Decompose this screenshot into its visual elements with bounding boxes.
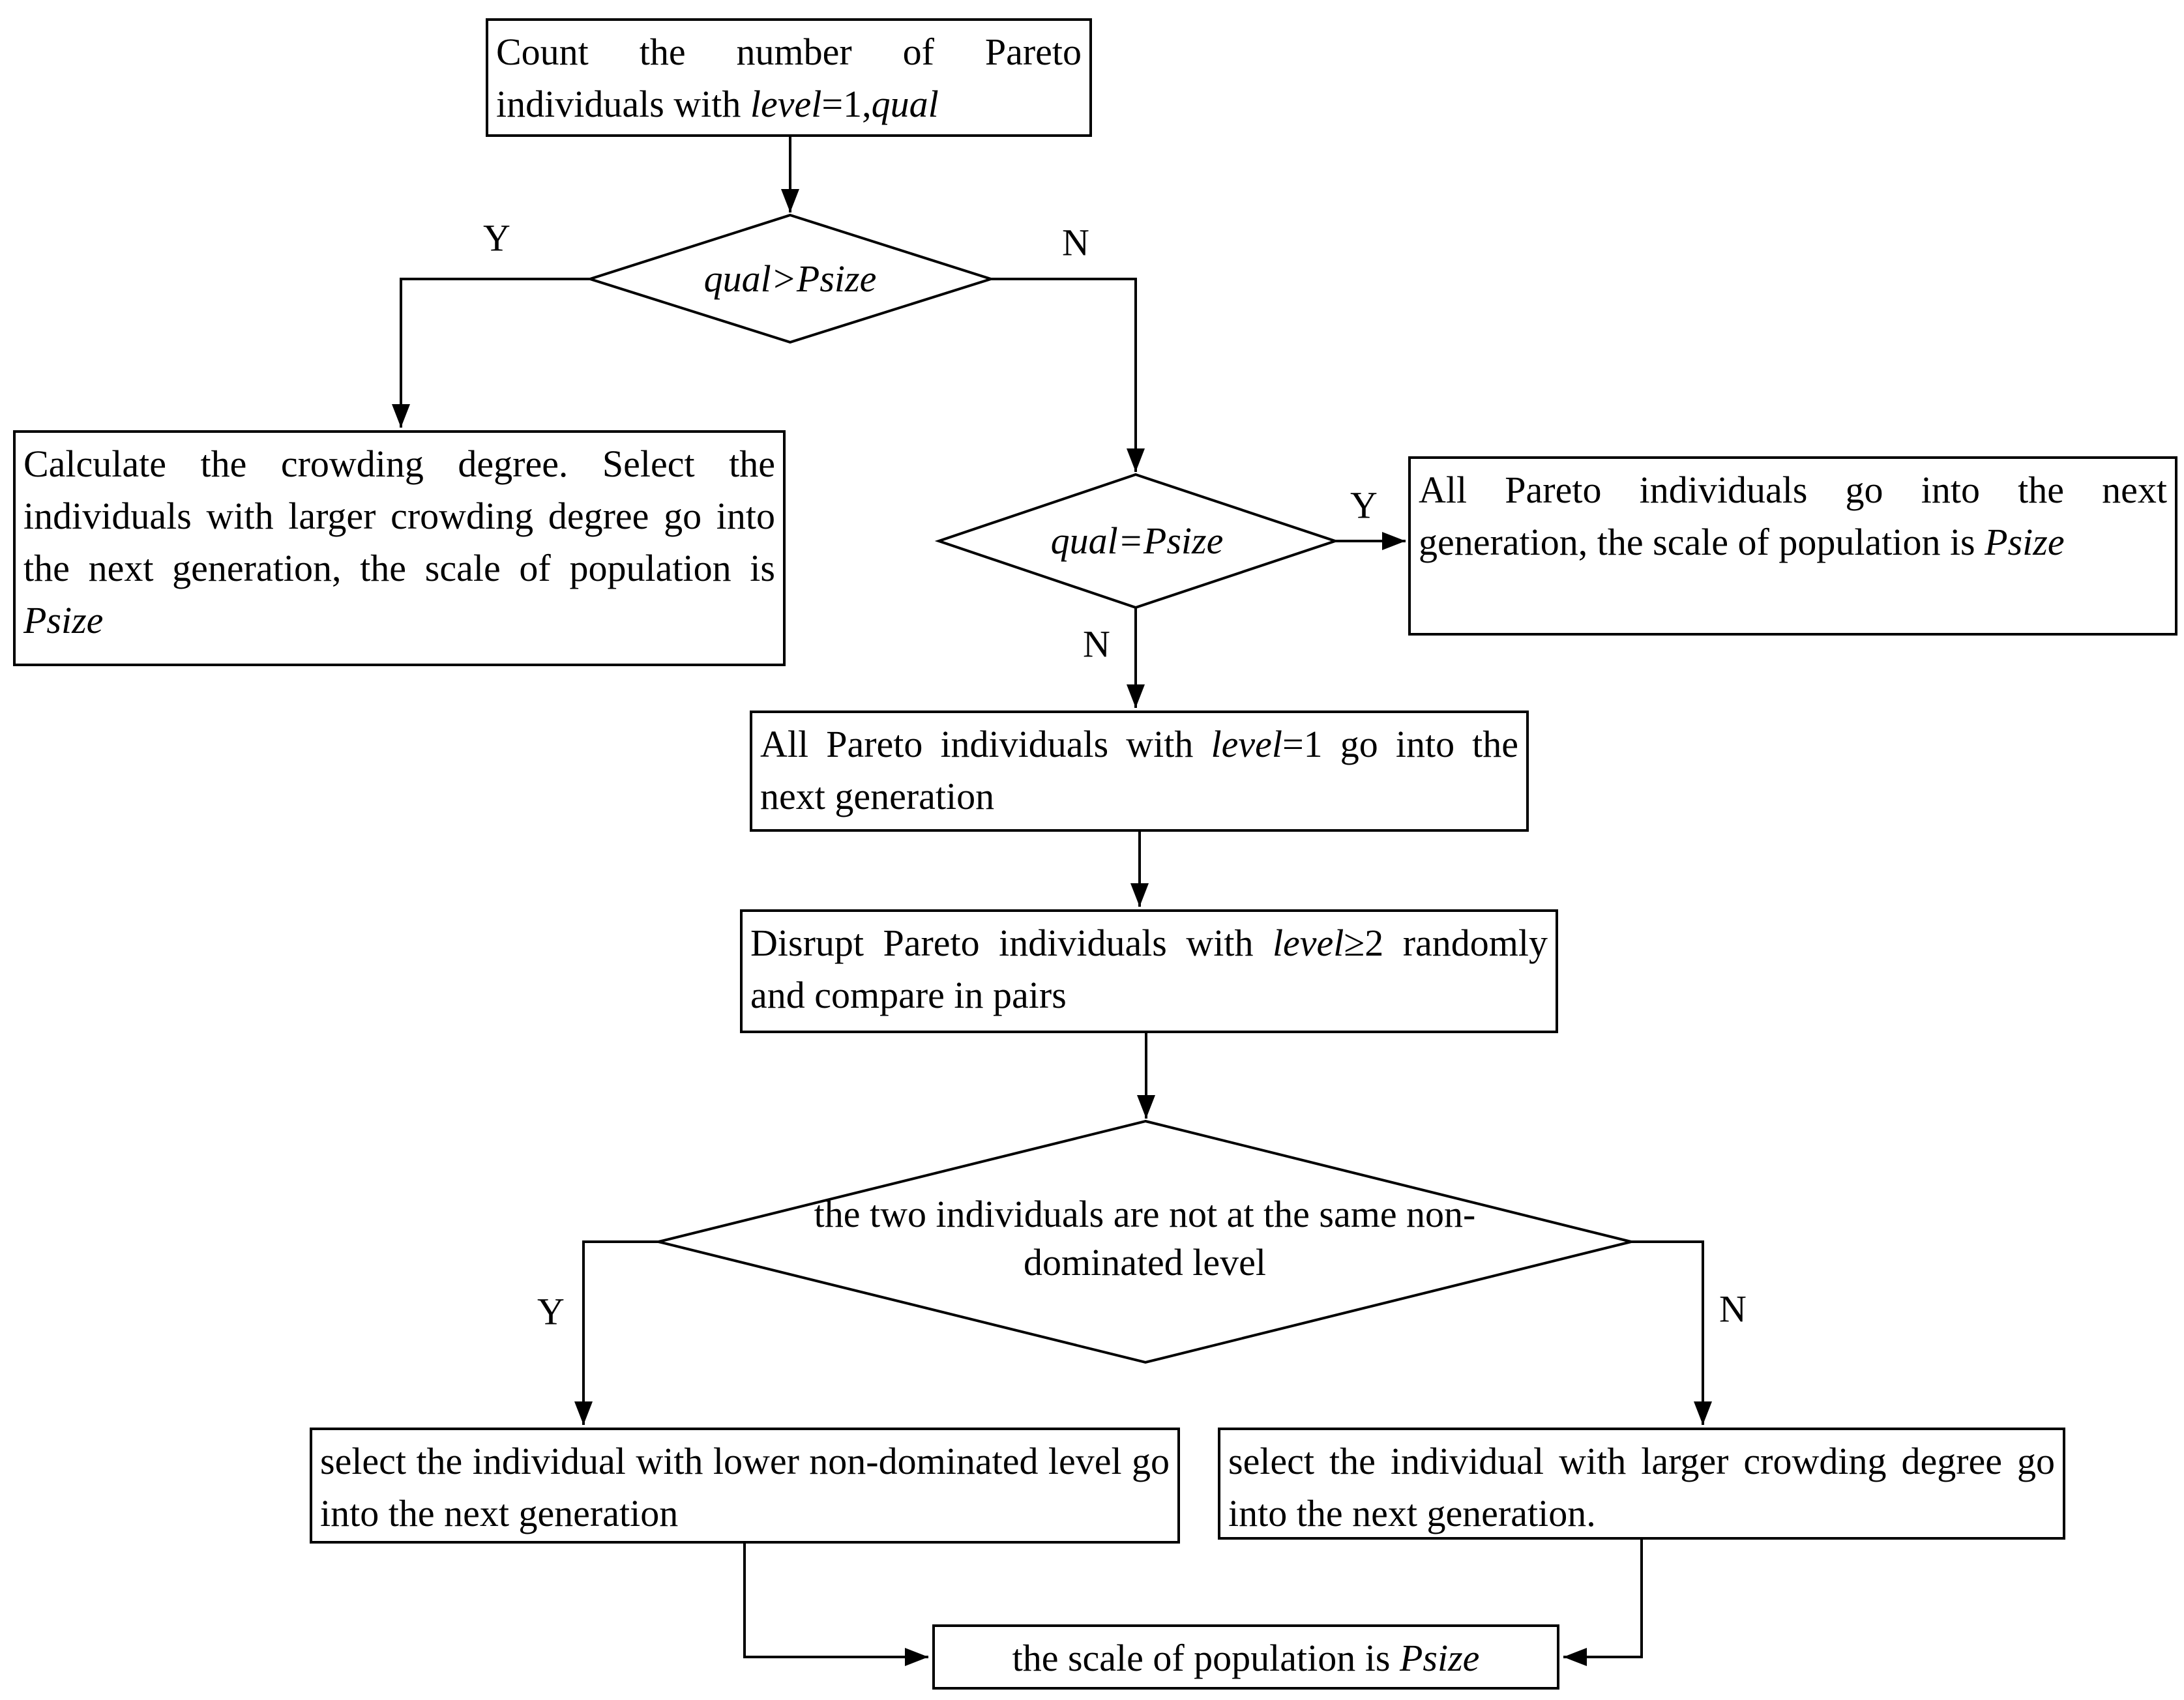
branch-label-yes-3: Y bbox=[537, 1290, 565, 1333]
node-crowding-box: Calculate the crowding degree. Select the individuals with larger crowding degree go into the next generation, the scale of population is Psize bbox=[13, 430, 786, 666]
node-larger-crowding-box: select the individual with larger crowding degree go into the next generation. bbox=[1218, 1428, 2065, 1540]
node-disrupt-box: Disrupt Pareto individuals with level≥2 randomly and compare in pairs bbox=[740, 909, 1558, 1033]
node-level1-box: All Pareto individuals with level=1 go into the next generation bbox=[750, 711, 1529, 832]
connector-lowerlevel-to-scale bbox=[745, 1544, 928, 1657]
connector-qualgt-no-to-qualeq bbox=[991, 279, 1136, 472]
branch-label-yes-2: Y bbox=[1350, 484, 1378, 527]
connector-qualgt-yes-to-crowding bbox=[401, 279, 590, 428]
diamond-label-qual-eq-psize: qual=Psize bbox=[1050, 520, 1224, 562]
node-count-box: Count the number of Pareto individuals with level=1,qual bbox=[486, 18, 1092, 137]
diamond-label-qual-gt-psize: qual>Psize bbox=[703, 257, 877, 300]
branch-label-no-2: N bbox=[1083, 623, 1110, 666]
node-all-pareto-box: All Pareto individuals go into the next generation, the scale of population is Psize bbox=[1408, 456, 2177, 636]
node-lower-level-box: select the individual with lower non-dominated level go into the next generation bbox=[310, 1428, 1180, 1544]
node-scale-box: the scale of population is Psize bbox=[932, 1624, 1559, 1690]
connector-samelevel-yes-to-lowerlevel bbox=[583, 1242, 658, 1425]
branch-label-no-3: N bbox=[1719, 1287, 1747, 1330]
diamond-label-same-level: the two individuals are not at the same non-dominated level bbox=[814, 1193, 1476, 1283]
branch-label-yes-1: Y bbox=[483, 216, 510, 259]
branch-label-no-1: N bbox=[1062, 221, 1089, 264]
connector-largercrowding-to-scale bbox=[1563, 1538, 1642, 1657]
connector-samelevel-no-to-largercrowding bbox=[1631, 1242, 1703, 1425]
